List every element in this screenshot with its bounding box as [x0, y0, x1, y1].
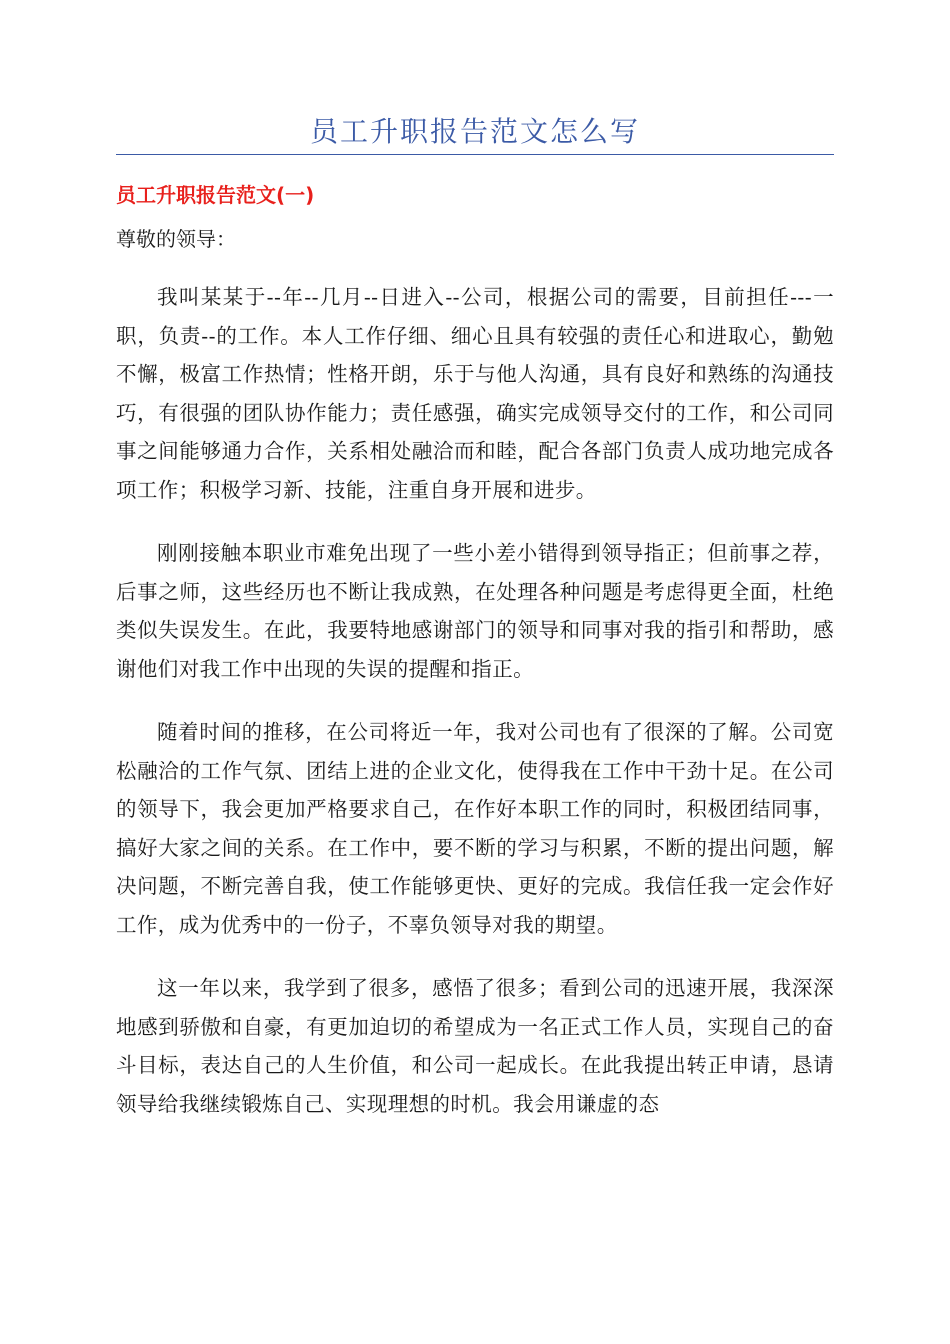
salutation: 尊敬的领导： — [116, 227, 236, 251]
section-heading: 员工升职报告范文(一) — [116, 183, 315, 207]
paragraph: 这一年以来，我学到了很多，感悟了很多；看到公司的迅速开展，我深深地感到骄傲和自豪，有更加迫切的希望成为一名正式工作人员，实现自己的奋斗目标，表达自己的人生价值，和公司一起成长。在此我提出转正申请，恳请领导给我继续锻炼自己、实现理想的时机。我会用谦虚的态 — [116, 976, 834, 1116]
paragraph: 刚刚接触本职业市难免出现了一些小差小错得到领导指正；但前事之荐，后事之师，这些经历也不断让我成熟，在处理各种问题是考虑得更全面，杜绝类似失误发生。在此，我要特地感谢部门的领导和同事对我的指引和帮助，感谢他们对我工作中出现的失误的提醒和指正。 — [116, 541, 834, 681]
paragraph: 随着时间的推移，在公司将近一年，我对公司也有了很深的了解。公司宽松融洽的工作气氛、团结上进的企业文化，使得我在工作中干劲十足。在公司的领导下，我会更加严格要求自己，在作好本职工作的同时，积极团结同事，搞好大家之间的关系。在工作中，要不断的学习与积累，不断的提出问题，解决问题，不断完善自我，使工作能够更快、更好的完成。我信任我一定会作好工作，成为优秀中的一份子，不辜负领导对我的期望。 — [116, 720, 834, 937]
document-title: 员工升职报告范文怎么写 — [309, 115, 640, 148]
body-text — [116, 278, 834, 1148]
title-divider — [116, 154, 834, 155]
paragraph: 我叫某某于--年--几月--日进入--公司，根据公司的需要，目前担任---一职，负责--的工作。本人工作仔细、细心且具有较强的责任心和进取心，勤勉不懈，极富工作热情；性格开朗，乐于与他人沟通，具有良好和熟练的沟通技巧，有很强的团队协作能力；责任感强，确实完成领导交付的工作，和公司同事之间能够通力合作，关系相处融洽而和睦，配合各部门负责人成功地完成各项工作；积极学习新、技能，注重自身开展和进步。 — [116, 285, 834, 502]
